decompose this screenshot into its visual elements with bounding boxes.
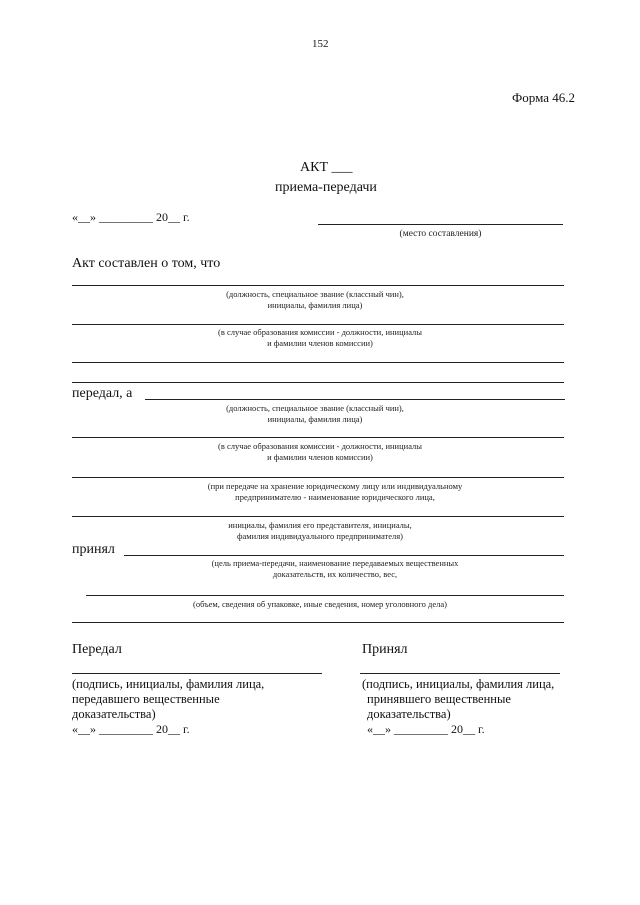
sign-left-line[interactable] <box>72 673 322 674</box>
sign-left-caption-3: доказательства) <box>72 707 156 721</box>
sign-left-date[interactable]: «__» _________ 20__ г. <box>72 722 190 736</box>
official-caption-1: (должность, специальное звание (классный чин), <box>226 289 404 299</box>
official-caption-2: инициалы, фамилия лица) <box>267 300 363 310</box>
sign-right-heading: Принял <box>362 642 408 657</box>
commission-line[interactable] <box>72 324 564 325</box>
volume-caption: (объем, сведения об упаковке, иные сведения, номер уголовного дела) <box>193 599 447 609</box>
document-subtitle: приема-передачи <box>275 180 377 195</box>
purpose-caption-1: (цель приема-передачи, наименование передаваемых вещественных <box>211 558 459 568</box>
commission-caption2-1: (в случае образования комиссии - должности, инициалы <box>218 441 422 451</box>
place-line[interactable] <box>318 224 563 225</box>
commission2-line[interactable] <box>72 437 564 438</box>
commission-caption-2: и фамилии членов комиссии) <box>267 338 373 348</box>
sign-left-heading: Передал <box>72 642 122 657</box>
act-date-field[interactable]: «__» _________ 20__ г. <box>72 210 190 224</box>
volume-line-2[interactable] <box>72 622 564 623</box>
sign-right-line[interactable] <box>360 673 560 674</box>
official-caption2-2: инициалы, фамилия лица) <box>267 414 363 424</box>
sign-left-caption-2: передавшего вещественные <box>72 692 220 706</box>
passed-label: передал, а <box>72 386 133 401</box>
sign-right-caption-2: принявшего вещественные <box>367 692 511 706</box>
legal-line[interactable] <box>72 477 564 478</box>
form-label: Форма 46.2 <box>512 90 575 105</box>
receiver-official-line[interactable] <box>145 399 565 400</box>
place-caption: (место составления) <box>399 229 482 239</box>
sign-right-caption-3: доказательства) <box>367 707 451 721</box>
legal-caption-1: (при передаче на хранение юридическому лицу или индивидуальному <box>207 481 463 491</box>
commission-caption2-2: и фамилии членов комиссии) <box>267 452 373 462</box>
commission-line-2[interactable] <box>72 362 564 363</box>
commission-caption-1: (в случае образования комиссии - должности, инициалы <box>218 327 422 337</box>
sign-left-caption-1: (подпись, инициалы, фамилия лица, <box>72 677 265 691</box>
accepted-label: принял <box>72 542 115 557</box>
official-line[interactable] <box>72 285 564 286</box>
commission-line-3[interactable] <box>72 382 564 383</box>
official-caption2-1: (должность, специальное звание (классный чин), <box>226 403 404 413</box>
representative-caption-2: фамилия индивидуального предпринимателя) <box>236 531 403 541</box>
representative-caption-1: инициалы, фамилия его представителя, инициалы, <box>228 520 412 530</box>
intro-text: Акт составлен о том, что <box>72 256 221 271</box>
sign-right-caption-1: (подпись, инициалы, фамилия лица, <box>362 677 555 691</box>
purpose-line[interactable] <box>124 555 564 556</box>
page-number: 152 <box>312 38 329 50</box>
representative-line[interactable] <box>72 516 564 517</box>
purpose-caption-2: доказательств, их количество, вес, <box>272 569 398 579</box>
legal-caption-2: предпринимателю - наименование юридического лица, <box>235 492 435 502</box>
sign-right-date[interactable]: «__» _________ 20__ г. <box>367 722 485 736</box>
volume-line[interactable] <box>86 595 564 596</box>
document-title: АКТ ___ <box>300 160 353 175</box>
